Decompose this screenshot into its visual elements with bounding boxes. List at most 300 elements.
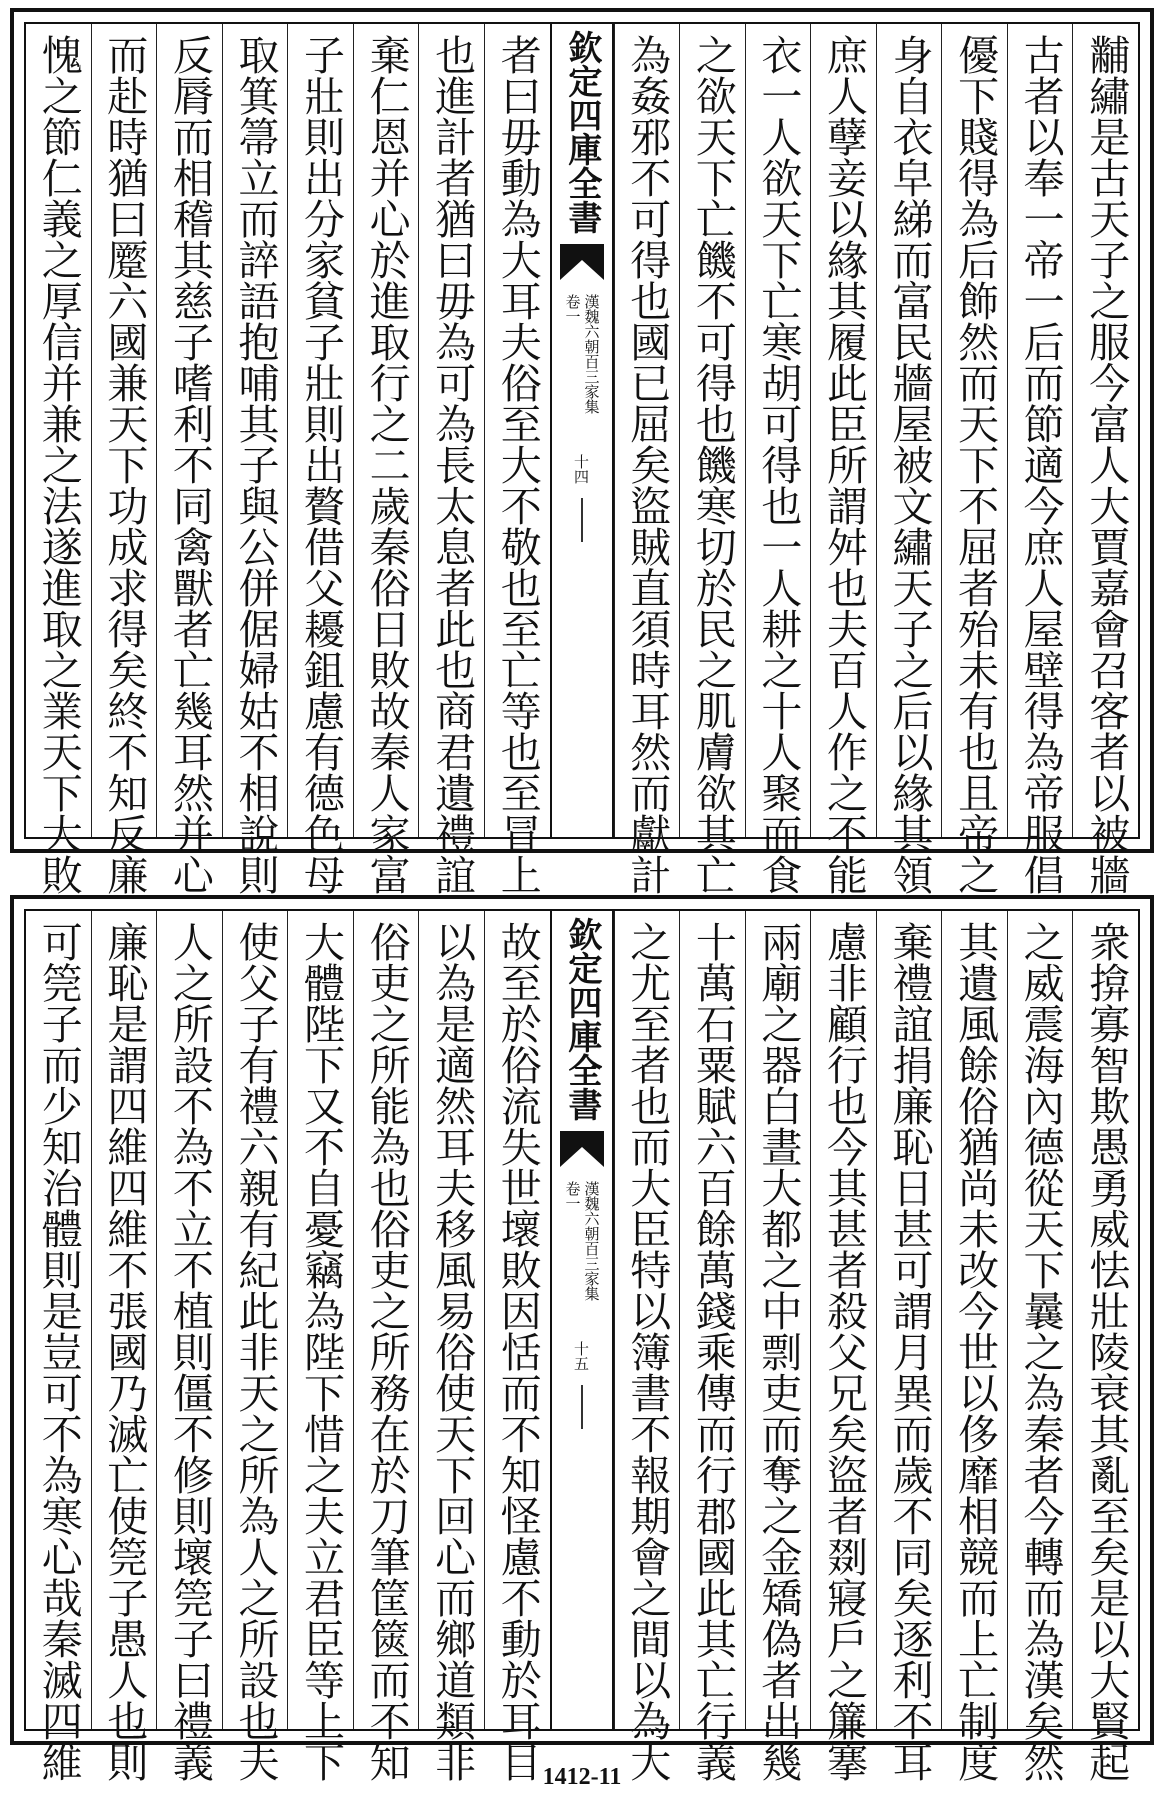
character: 壯 xyxy=(297,75,346,116)
character: 賈 xyxy=(1082,526,1131,567)
character: 也 xyxy=(428,34,477,75)
character: 行 xyxy=(362,362,411,403)
character: 於 xyxy=(362,239,411,280)
character: 之 xyxy=(754,1249,803,1290)
character: 餘 xyxy=(688,1208,737,1249)
character: 其 xyxy=(1082,1413,1131,1454)
character: 邪 xyxy=(623,116,672,157)
character: 也 xyxy=(754,485,803,526)
text-column xyxy=(745,24,811,895)
character: 心 xyxy=(165,854,214,895)
character: 也 xyxy=(951,731,1000,772)
character: 子 xyxy=(1082,239,1131,280)
character: 愚 xyxy=(100,1618,149,1659)
character: 下 xyxy=(34,772,83,813)
character: 心 xyxy=(428,1536,477,1577)
character: 歲 xyxy=(362,485,411,526)
page-footer-number: 1412-11 xyxy=(542,1764,622,1790)
character: 貧 xyxy=(297,280,346,321)
character: 大 xyxy=(297,921,346,962)
character: 同 xyxy=(885,1536,934,1577)
character: 所 xyxy=(819,444,868,485)
character: 子 xyxy=(100,1577,149,1618)
character: 之 xyxy=(688,34,737,75)
character: 以 xyxy=(623,1290,672,1331)
character: 而 xyxy=(754,1413,803,1454)
character: 為 xyxy=(1016,1372,1065,1413)
character: 歲 xyxy=(885,1454,934,1495)
character: 四 xyxy=(100,1085,149,1126)
character: 此 xyxy=(231,1290,280,1331)
character: 威 xyxy=(1082,1208,1131,1249)
character: 甚 xyxy=(885,1208,934,1249)
character: 人 xyxy=(100,1659,149,1700)
text-column xyxy=(876,911,942,1782)
character: 誼 xyxy=(428,854,477,895)
character: 知 xyxy=(493,1454,542,1495)
character: 矣 xyxy=(1082,1536,1131,1577)
character: 四 xyxy=(100,1167,149,1208)
text-column xyxy=(1007,24,1073,895)
character: 君 xyxy=(428,731,477,772)
character: 乘 xyxy=(688,1331,737,1372)
character: 毋 xyxy=(428,280,477,321)
character: 子 xyxy=(165,321,214,362)
character: 所 xyxy=(362,1331,411,1372)
character: 於 xyxy=(493,1003,542,1044)
character: 萬 xyxy=(688,962,737,1003)
banxin-page-number: 十五 xyxy=(572,1341,590,1371)
character: 恩 xyxy=(362,116,411,157)
character: 為 xyxy=(623,1700,672,1741)
character: 也 xyxy=(623,280,672,321)
character: 回 xyxy=(428,1495,477,1536)
character: 而 xyxy=(1016,1577,1065,1618)
character: 則 xyxy=(100,1741,149,1782)
character: 盜 xyxy=(623,485,672,526)
character: 俗 xyxy=(428,1331,477,1372)
character: 直 xyxy=(623,567,672,608)
character: 大 xyxy=(493,444,542,485)
banxin-labels xyxy=(565,294,599,414)
character: 得 xyxy=(1016,690,1065,731)
character: 六 xyxy=(231,1126,280,1167)
character: 赴 xyxy=(100,75,149,116)
character: 中 xyxy=(754,1290,803,1331)
character: 智 xyxy=(1082,1044,1131,1085)
character: 然 xyxy=(623,731,672,772)
character: 子 xyxy=(34,1003,83,1044)
character: 計 xyxy=(623,854,672,895)
character: 嘉 xyxy=(1082,567,1131,608)
character: 也 xyxy=(623,1085,672,1126)
character: 移 xyxy=(428,1208,477,1249)
character: 故 xyxy=(362,690,411,731)
character: 傳 xyxy=(688,1372,737,1413)
character: 不 xyxy=(819,813,868,854)
character: 亡 xyxy=(493,649,542,690)
character: 冒 xyxy=(493,813,542,854)
text-column xyxy=(876,24,942,895)
character: 禮 xyxy=(428,813,477,854)
character: 業 xyxy=(34,690,83,731)
character: 為 xyxy=(1016,731,1065,772)
text-column xyxy=(679,911,745,1782)
character: 饑 xyxy=(688,239,737,280)
character: 漢 xyxy=(1016,1659,1065,1700)
character: 富 xyxy=(1082,403,1131,444)
character: 體 xyxy=(34,1208,83,1249)
character: 者 xyxy=(493,34,542,75)
character: 相 xyxy=(951,1495,1000,1536)
character: 欲 xyxy=(754,157,803,198)
character: 行 xyxy=(688,1700,737,1741)
character: 一 xyxy=(754,526,803,567)
character: 萬 xyxy=(688,1249,737,1290)
text-column xyxy=(1007,911,1073,1782)
character: 廉 xyxy=(885,1085,934,1126)
character: 立 xyxy=(297,1536,346,1577)
text-column xyxy=(484,911,550,1782)
character: 動 xyxy=(493,1618,542,1659)
character: 異 xyxy=(885,1372,934,1413)
character: 并 xyxy=(165,813,214,854)
character: 是 xyxy=(1082,1577,1131,1618)
character: 月 xyxy=(885,1331,934,1372)
character: 天 xyxy=(231,1372,280,1413)
character: 遂 xyxy=(34,526,83,567)
character: 子 xyxy=(231,1003,280,1044)
character: 大 xyxy=(623,1167,672,1208)
character: 期 xyxy=(623,1495,672,1536)
character: 矣 xyxy=(100,649,149,690)
character: 使 xyxy=(100,1495,149,1536)
character: 六 xyxy=(688,1126,737,1167)
character: 也 xyxy=(100,1700,149,1741)
character: 侈 xyxy=(951,1413,1000,1454)
banxin-volume: 卷一 xyxy=(563,1181,582,1211)
character: 甚 xyxy=(819,1208,868,1249)
character: 帝 xyxy=(1016,772,1065,813)
character: 自 xyxy=(297,1167,346,1208)
character: 而 xyxy=(231,198,280,239)
character: 耳 xyxy=(165,731,214,772)
character: 夫 xyxy=(297,1495,346,1536)
character: 立 xyxy=(165,1208,214,1249)
character: 大 xyxy=(623,1741,672,1782)
character: 維 xyxy=(100,1208,149,1249)
character: 粟 xyxy=(688,1044,737,1085)
text-column xyxy=(418,24,484,895)
character: 以 xyxy=(1082,1618,1131,1659)
character: 兼 xyxy=(34,403,83,444)
character: 人 xyxy=(165,921,214,962)
character: 亂 xyxy=(1082,1454,1131,1495)
character: 繡 xyxy=(885,526,934,567)
character: 吏 xyxy=(754,1372,803,1413)
banxin-volume: 卷一 xyxy=(563,294,582,324)
character: 之 xyxy=(34,75,83,116)
character: 禮 xyxy=(231,1085,280,1126)
character: 進 xyxy=(428,75,477,116)
character: 天 xyxy=(688,116,737,157)
character: 以 xyxy=(428,921,477,962)
character: 二 xyxy=(362,444,411,485)
character: 上 xyxy=(297,1700,346,1741)
character: 尤 xyxy=(623,962,672,1003)
character: 因 xyxy=(493,1290,542,1331)
character: 人 xyxy=(819,690,868,731)
character: 幾 xyxy=(754,1741,803,1782)
character: 牆 xyxy=(885,362,934,403)
character: 者 xyxy=(1082,731,1131,772)
character: 會 xyxy=(623,1536,672,1577)
character: 愚 xyxy=(1082,1126,1131,1167)
character: 棄 xyxy=(362,34,411,75)
character: 行 xyxy=(688,1454,737,1495)
character: 屋 xyxy=(1016,608,1065,649)
character: 利 xyxy=(165,403,214,444)
character: 人 xyxy=(819,75,868,116)
character: 植 xyxy=(165,1290,214,1331)
text-column xyxy=(614,24,680,895)
character: 至 xyxy=(493,403,542,444)
character: 蹷 xyxy=(100,239,149,280)
character: 夫 xyxy=(231,1741,280,1782)
character: 取 xyxy=(362,321,411,362)
character: 威 xyxy=(1016,962,1065,1003)
character: 然 xyxy=(428,1085,477,1126)
character: 功 xyxy=(100,485,149,526)
character: 適 xyxy=(428,1044,477,1085)
character: 人 xyxy=(1082,444,1131,485)
character: 一 xyxy=(1016,198,1065,239)
character: 色 xyxy=(297,813,346,854)
character: 陛 xyxy=(297,1331,346,1372)
character: 謂 xyxy=(885,1290,934,1331)
character: 抱 xyxy=(231,321,280,362)
center-fold-strip xyxy=(550,24,614,837)
text-column xyxy=(679,24,745,895)
character: 寒 xyxy=(34,1495,83,1536)
text-column xyxy=(418,911,484,1782)
character: 不 xyxy=(885,1700,934,1741)
character: 而 xyxy=(885,239,934,280)
character: 錢 xyxy=(688,1290,737,1331)
character: 治 xyxy=(34,1167,83,1208)
character: 賢 xyxy=(1082,1700,1131,1741)
character: 人 xyxy=(754,567,803,608)
character: 轉 xyxy=(1016,1536,1065,1577)
character: 飾 xyxy=(951,280,1000,321)
character: 欲 xyxy=(688,75,737,116)
character: 適 xyxy=(1016,444,1065,485)
character: 衰 xyxy=(1082,1372,1131,1413)
character: 寢 xyxy=(819,1577,868,1618)
character: 不 xyxy=(297,1126,346,1167)
character: 秦 xyxy=(362,731,411,772)
character: 矣 xyxy=(819,1413,868,1454)
character: 能 xyxy=(362,1085,411,1126)
character: 有 xyxy=(231,1044,280,1085)
character: 也 xyxy=(819,567,868,608)
character: 倡 xyxy=(1016,854,1065,895)
character: 下 xyxy=(951,75,1000,116)
character: 得 xyxy=(951,157,1000,198)
character: 利 xyxy=(885,1659,934,1700)
character: 信 xyxy=(34,321,83,362)
character: 膚 xyxy=(688,731,737,772)
character: 下 xyxy=(297,1372,346,1413)
character: 分 xyxy=(297,198,346,239)
character: 耳 xyxy=(493,280,542,321)
character: 人 xyxy=(362,772,411,813)
character: 之 xyxy=(165,962,214,1003)
character: 帝 xyxy=(1016,239,1065,280)
character: 天 xyxy=(1082,198,1131,239)
character: 內 xyxy=(1016,1085,1065,1126)
character: 鉏 xyxy=(297,649,346,690)
character: 矣 xyxy=(1016,1700,1065,1741)
character: 猶 xyxy=(428,198,477,239)
character: 至 xyxy=(623,1003,672,1044)
character: 也 xyxy=(231,1700,280,1741)
character: 太 xyxy=(428,485,477,526)
character: 國 xyxy=(688,1536,737,1577)
character: 風 xyxy=(951,1003,1000,1044)
character: 天 xyxy=(1016,1208,1065,1249)
character: 仁 xyxy=(34,157,83,198)
character: 至 xyxy=(1082,1495,1131,1536)
character: 改 xyxy=(951,1249,1000,1290)
character: 豈 xyxy=(34,1331,83,1372)
character: 之 xyxy=(362,1003,411,1044)
character: 人 xyxy=(754,731,803,772)
character: 之 xyxy=(623,921,672,962)
character: 誶 xyxy=(231,239,280,280)
character: 所 xyxy=(165,1003,214,1044)
character: 未 xyxy=(951,1208,1000,1249)
character: 然 xyxy=(951,321,1000,362)
text-column xyxy=(26,24,91,895)
character: 耳 xyxy=(885,1741,934,1782)
character: 逐 xyxy=(885,1618,934,1659)
character: 也 xyxy=(362,1167,411,1208)
character: 為 xyxy=(297,1290,346,1331)
character: 間 xyxy=(623,1618,672,1659)
character: 家 xyxy=(297,239,346,280)
character: 后 xyxy=(1016,321,1065,362)
character: 屈 xyxy=(623,403,672,444)
character: 不 xyxy=(623,157,672,198)
character: 慈 xyxy=(165,280,214,321)
character: 可 xyxy=(34,921,83,962)
character: 鄉 xyxy=(428,1618,477,1659)
character: 繡 xyxy=(1082,75,1131,116)
character: 天 xyxy=(951,403,1000,444)
character: 服 xyxy=(1016,813,1065,854)
character: 之 xyxy=(34,239,83,280)
character: 謂 xyxy=(100,1044,149,1085)
character: 而 xyxy=(493,1372,542,1413)
character: 殆 xyxy=(951,608,1000,649)
character: 獸 xyxy=(165,567,214,608)
text-column xyxy=(91,911,157,1782)
character: 牆 xyxy=(1082,854,1131,895)
character: 紀 xyxy=(231,1249,280,1290)
character: 震 xyxy=(1016,1003,1065,1044)
character: 今 xyxy=(1016,485,1065,526)
character: 為 xyxy=(362,1126,411,1167)
character: 而 xyxy=(754,813,803,854)
text-column xyxy=(745,911,811,1782)
character: 報 xyxy=(623,1454,672,1495)
character: 以 xyxy=(1016,116,1065,157)
character: 今 xyxy=(1016,1495,1065,1536)
character: 相 xyxy=(165,157,214,198)
character: 被 xyxy=(885,444,934,485)
character: 併 xyxy=(231,567,280,608)
character: 為 xyxy=(231,1495,280,1536)
character: 兩 xyxy=(754,921,803,962)
character: 以 xyxy=(819,198,868,239)
character: 法 xyxy=(34,485,83,526)
character: 使 xyxy=(231,921,280,962)
character: 百 xyxy=(819,649,868,690)
character: 禮 xyxy=(165,1700,214,1741)
character: 非 xyxy=(428,1741,477,1782)
character: 以 xyxy=(623,1659,672,1700)
character: 以 xyxy=(885,731,934,772)
character: 切 xyxy=(688,526,737,567)
character: 并 xyxy=(362,157,411,198)
character: 天 xyxy=(428,1413,477,1454)
character: 亡 xyxy=(165,649,214,690)
character: 可 xyxy=(428,362,477,403)
character: 君 xyxy=(297,1577,346,1618)
character: 屈 xyxy=(951,526,1000,567)
character: 是 xyxy=(428,1003,477,1044)
character: 目 xyxy=(493,1741,542,1782)
character: 出 xyxy=(754,1700,803,1741)
character: 陵 xyxy=(1082,1331,1131,1372)
character: 得 xyxy=(688,362,737,403)
character: 曰 xyxy=(428,239,477,280)
character: 簿 xyxy=(623,1331,672,1372)
character: 不 xyxy=(165,1249,214,1290)
character: 者 xyxy=(754,1659,803,1700)
character: 道 xyxy=(428,1659,477,1700)
character: 俗 xyxy=(362,1208,411,1249)
character: 子 xyxy=(885,608,934,649)
character: 不 xyxy=(100,731,149,772)
character: 不 xyxy=(100,1249,149,1290)
text-column xyxy=(91,24,157,895)
character: 曰 xyxy=(493,75,542,116)
character: 今 xyxy=(1082,362,1131,403)
character: 日 xyxy=(885,1167,934,1208)
character: 人 xyxy=(754,116,803,157)
character: 哉 xyxy=(34,1577,83,1618)
character: 者 xyxy=(623,1044,672,1085)
character: 天 xyxy=(754,198,803,239)
character: 也 xyxy=(428,649,477,690)
character: 勇 xyxy=(1082,1167,1131,1208)
character: 與 xyxy=(231,485,280,526)
character: 起 xyxy=(1082,1741,1131,1782)
character: 揜 xyxy=(1082,962,1131,1003)
character: 時 xyxy=(100,116,149,157)
